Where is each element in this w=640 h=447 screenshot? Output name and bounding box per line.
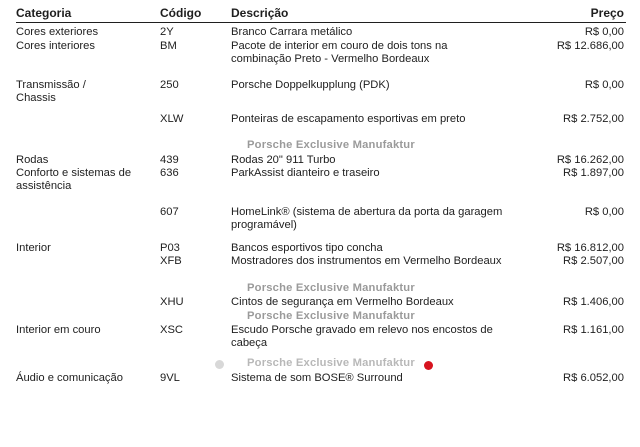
row-category: Interior em couro: [16, 324, 101, 336]
header-price: Preço: [590, 6, 624, 20]
row-price: R$ 0,00: [584, 79, 624, 91]
row-category: Transmissão / Chassis: [16, 79, 86, 104]
row-category: Rodas: [16, 154, 49, 166]
header-category: Categoria: [16, 6, 72, 20]
manufaktur-label: Porsche Exclusive Manufaktur: [247, 357, 415, 369]
row-description: Escudo Porsche gravado em relevo nos encostos de cabeça: [231, 324, 493, 349]
row-category: Áudio e comunicação: [16, 372, 123, 384]
row-price: R$ 0,00: [584, 206, 624, 218]
row-price: R$ 6.052,00: [563, 372, 624, 384]
table-header: [16, 4, 626, 23]
row-description: Porsche Doppelkupplung (PDK): [231, 79, 390, 91]
row-price: R$ 1.406,00: [563, 296, 624, 308]
row-price: R$ 1.897,00: [563, 167, 624, 179]
loading-dot-icon: [215, 360, 224, 369]
manufaktur-label: Porsche Exclusive Manufaktur: [247, 310, 415, 322]
row-description: Sistema de som BOSE® Surround: [231, 372, 403, 384]
row-description: Cintos de segurança em Vermelho Bordeaux: [231, 296, 454, 308]
row-description: HomeLink® (sistema de abertura da porta da garagem programável): [231, 206, 503, 231]
row-price: R$ 0,00: [584, 26, 624, 38]
row-price: R$ 2.752,00: [563, 113, 624, 125]
row-description: Rodas 20" 911 Turbo: [231, 154, 336, 166]
row-description: Ponteiras de escapamento esportivas em preto: [231, 113, 466, 125]
header-code: Código: [160, 6, 202, 20]
row-description: Pacote de interior em couro de dois tons na combinação Preto - Vermelho Bordeaux: [231, 40, 448, 65]
row-code: 607: [160, 206, 179, 218]
row-code: 439: [160, 154, 179, 166]
manufaktur-label: Porsche Exclusive Manufaktur: [247, 139, 415, 151]
row-description: Bancos esportivos tipo concha: [231, 242, 383, 254]
row-code: XHU: [160, 296, 184, 308]
row-price: R$ 16.812,00: [556, 242, 624, 254]
row-code: XSC: [160, 324, 184, 336]
options-table: [16, 4, 626, 384]
row-price: R$ 12.686,00: [556, 40, 624, 52]
row-price: R$ 1.161,00: [563, 324, 624, 336]
manufaktur-label: Porsche Exclusive Manufaktur: [247, 282, 415, 294]
row-code: XFB: [160, 255, 182, 267]
row-code: 9VL: [160, 372, 180, 384]
row-description: Branco Carrara metálico: [231, 26, 353, 38]
row-price: R$ 16.262,00: [556, 154, 624, 166]
row-category: Cores interiores: [16, 40, 95, 52]
row-code: XLW: [160, 113, 184, 125]
row-code: P03: [160, 242, 180, 254]
row-category: Cores exteriores: [16, 26, 99, 38]
row-code: 250: [160, 79, 179, 91]
row-category: Interior: [16, 242, 51, 254]
red-dot-icon: [424, 361, 433, 370]
row-price: R$ 2.507,00: [563, 255, 624, 267]
row-code: 636: [160, 167, 179, 179]
header-description: Descrição: [231, 6, 289, 20]
row-description: ParkAssist dianteiro e traseiro: [231, 167, 380, 179]
row-code: BM: [160, 40, 177, 52]
row-description: Mostradores dos instrumentos em Vermelho Bordeaux: [231, 255, 502, 267]
row-code: 2Y: [160, 26, 174, 38]
row-category: Conforto e sistemas de assistência: [16, 167, 132, 192]
